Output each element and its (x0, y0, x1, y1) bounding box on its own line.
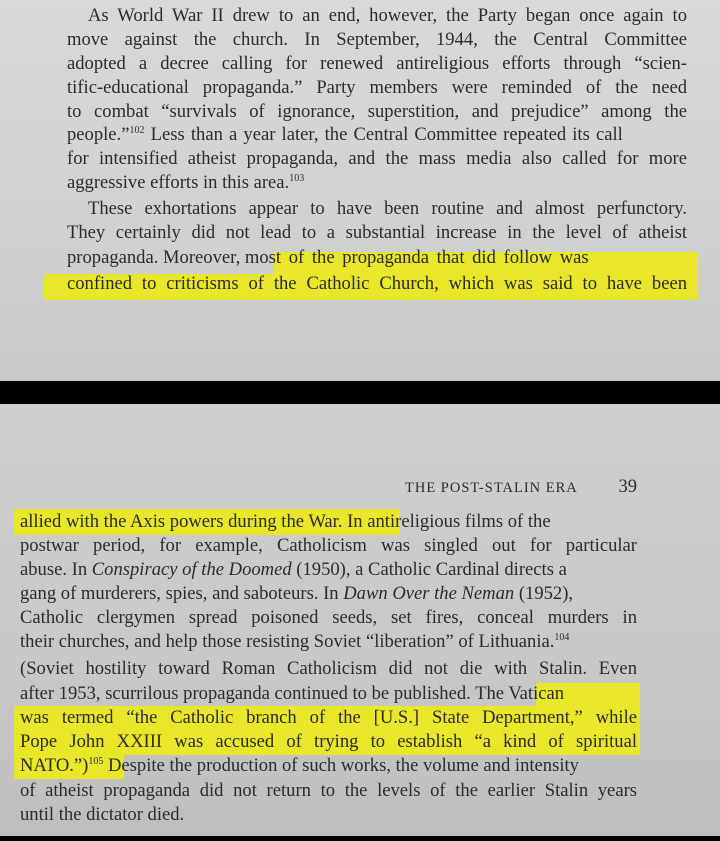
film-title: Conspiracy of the Doomed (91, 559, 292, 580)
text-line: allied with the Axis powers during the War. In antireligious films of the (20, 511, 551, 532)
highlighted-text: The Vatican (475, 683, 565, 704)
running-head-title: THE POST-STALIN ERA (405, 480, 578, 496)
text-line: for intensified atheist propaganda, and the mass media also called for more (67, 148, 687, 169)
footnote-marker: 105 (88, 756, 104, 767)
text-line: NATO.”)$^{105}$ Despite the production of such works, the volume and intensity (20, 755, 579, 776)
text-line: abuse. In Conspiracy of the Doomed (1950), a Catholic Cardinal directs a (20, 559, 567, 580)
text-line: people.”$^{102}$ Less than a year later, the Central Committee repeated its call (67, 124, 623, 145)
film-title: Dawn Over the Neman (343, 583, 515, 604)
text-line: aggressive efforts in this area.$^{103}$ (67, 172, 305, 193)
text-line: adopted a decree calling for renewed antireligious efforts through “scien- (67, 53, 687, 74)
text-line: of atheist propaganda did not return to the levels of the earlier Stalin years (20, 780, 637, 801)
text-line: gang of murderers, spies, and saboteurs. In Dawn Over the Neman (1952), (20, 583, 574, 604)
text-line: As World War II drew to an end, however, the Party began once again to (88, 5, 687, 26)
text-line: move against the church. In September, 1944, the Central Committee (67, 29, 687, 50)
text-line: to combat “survivals of ignorance, superstition, and prejudice” among the (67, 101, 687, 122)
highlighted-text: most of the propaganda that did follow was (244, 247, 589, 268)
highlighted-text: NATO.”) (20, 755, 89, 776)
text-line: They certainly did not lead to a substantial increase in the level of atheist (67, 222, 687, 243)
text-line: (Soviet hostility toward Roman Catholicism did not die with Stalin. Even (20, 658, 637, 679)
highlighted-text: Pope John XXIII was accused of trying to establish “a kind of spiritual (20, 731, 637, 752)
footnote-marker: 103 (289, 173, 305, 184)
text-line: propaganda. Moreover, most of the propaganda that did follow was (67, 247, 589, 268)
text-line: tific-educational propaganda.” Party members were reminded of the need (67, 77, 687, 98)
text-line: after 1953, scurrilous propaganda continued to be published. The Vatican (20, 683, 565, 704)
text-line: postwar period, for example, Catholicism was singled out for particular (20, 535, 637, 556)
footnote-marker: 102 (129, 125, 145, 136)
page-number: 39 (618, 477, 637, 497)
text-line: until the dictator died. (20, 804, 185, 825)
footnote-marker: 104 (554, 632, 570, 643)
highlighted-text: confined to criticisms of the Catholic Church, which was said to have been (67, 273, 687, 294)
highlighted-text: was termed “the Catholic branch of the [U.S.] State Department,” while (20, 707, 637, 728)
text-line: their churches, and help those resisting Soviet “liberation” of Lithuania.$^{104}$ (20, 631, 570, 652)
text-line: These exhortations appear to have been routine and almost perfunctory. (88, 198, 687, 219)
text-line: Catholic clergymen spread poisoned seeds, set fires, conceal murders in (20, 607, 637, 628)
highlighted-text: allied with the Axis powers during the War. (20, 511, 343, 532)
